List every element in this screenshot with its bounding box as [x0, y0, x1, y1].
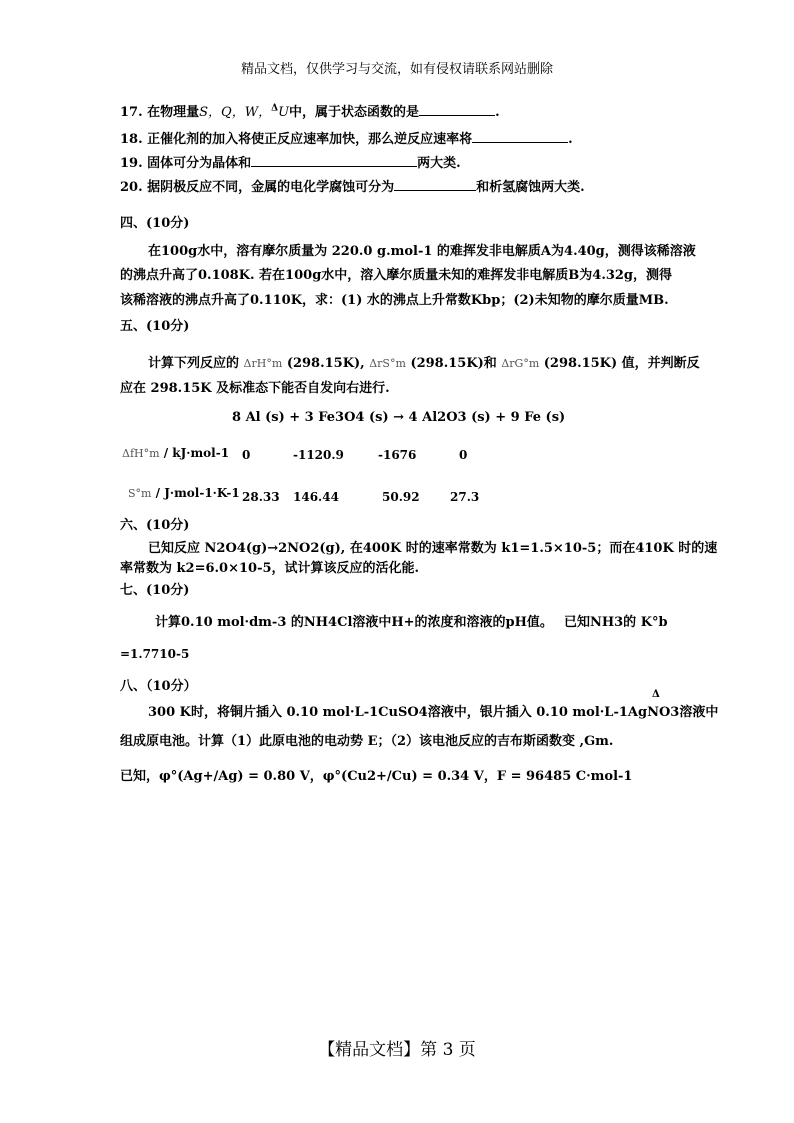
question-18 — [120, 128, 573, 147]
question-19 — [120, 152, 461, 171]
s5-intro: 计算下列反应的 — [148, 356, 240, 371]
section-7-line-1: 计算0.10 mol·dm-3 的NH4Cl溶液中H+的浓度和溶液的pH值。 已知NH3的 K°b — [155, 615, 668, 630]
section-7-line-2: =1.7710-5 — [120, 647, 190, 661]
q17-text-before: 17. 在物理量 — [120, 105, 200, 120]
row-2-value-al: 28.33 — [242, 490, 280, 504]
q17-end: . — [495, 105, 500, 120]
section-4-line-2: 的沸点升高了0.108K. 若在100g水中，溶入摩尔质量未知的难挥发非电解质B为4.32g，测得 — [120, 268, 673, 283]
section-8-line-1: 300 K时，将铜片插入 0.10 mol·L-1CuSO4溶液中，银片插入 0.10 mol·L-1AgNO3溶液中 — [148, 705, 719, 720]
row-1-unit: / kJ·mol-1 — [163, 446, 230, 460]
q18-text: 18. 正催化剂的加入将使正反应速率加快，那么逆反应速率将 — [120, 132, 473, 147]
page-footer: 【精品文档】第 3 页 — [318, 1040, 476, 1060]
section-6-title: 六、(10分) — [120, 518, 190, 533]
section-5-title: 五、(10分) — [120, 319, 190, 334]
reaction-equation: 8 Al (s) + 3 Fe3O4 (s) → 4 Al2O3 (s) + 9 Fe (s) — [232, 410, 566, 425]
q20-answer-blank[interactable] — [394, 178, 476, 191]
q17-delta: Δ — [271, 103, 279, 114]
row-1-value-fe3o4: -1120.9 — [293, 448, 344, 462]
section-5-line-1 — [148, 352, 700, 371]
delta-r-h-symbol: ΔrH°m — [243, 357, 283, 370]
section-8-delta-mark: Δ — [652, 689, 660, 700]
row-2-label — [128, 486, 240, 500]
q20-end: 和析氢腐蚀两大类. — [476, 180, 585, 195]
row-1-value-al2o3: -1676 — [378, 448, 417, 462]
s-m-symbol: S°m — [128, 487, 152, 500]
question-17 — [120, 101, 500, 120]
q18-answer-blank[interactable] — [472, 130, 568, 143]
q19-end: 两大类. — [417, 156, 461, 171]
row-1-value-fe: 0 — [459, 448, 468, 462]
section-4-line-1: 在100g水中，溶有摩尔质量为 220.0 g.mol-1 的难挥发非电解质A为4.40g，测得该稀溶液 — [148, 244, 696, 259]
section-8-title: 八、（10分） — [120, 679, 197, 694]
q20-text: 20. 据阴极反应不同，金属的电化学腐蚀可分为 — [120, 180, 395, 195]
row-2-unit: / J·mol-1·K-1 — [155, 486, 240, 500]
delta-r-g-symbol: ΔrG°m — [501, 357, 540, 370]
q19-text: 19. 固体可分为晶体和 — [120, 156, 252, 171]
q17-variables: S，Q，W， — [199, 105, 272, 120]
row-2-value-al2o3: 50.92 — [382, 490, 420, 504]
row-2-value-fe3o4: 146.44 — [293, 490, 339, 504]
delta-r-s-symbol: ΔrS°m — [369, 357, 406, 370]
section-7-title: 七、(10分) — [120, 583, 190, 598]
row-1-value-al: 0 — [242, 448, 251, 462]
section-6-line-2: 率常数为 k2=6.0×10-5，试计算该反应的活化能. — [120, 561, 420, 576]
q17-u: U — [278, 105, 290, 120]
s5-temp-3: (298.15K) 值，并判断反 — [543, 356, 700, 371]
section-4-title: 四、(10分) — [120, 216, 190, 231]
q18-end: . — [568, 132, 573, 147]
section-8-line-3: 已知，φ°(Ag+/Ag) = 0.80 V，φ°(Cu2+/Cu) = 0.34 V，F = 96485 C·mol-1 — [120, 769, 633, 784]
section-5-line-2: 应在 298.15K 及标准态下能否自发向右进行. — [120, 381, 390, 396]
section-8-line-2: 组成原电池。计算（1）此原电池的电动势 E；（2）该电池反应的吉布斯函数变 ,Gm. — [120, 734, 614, 749]
s5-temp-2: (298.15K)和 — [410, 356, 497, 371]
question-20 — [120, 176, 585, 195]
q17-answer-blank[interactable] — [419, 103, 495, 116]
delta-f-h-symbol: ΔfH°m — [122, 447, 160, 460]
q17-text-after: 中，属于状态函数的是 — [289, 105, 420, 120]
s5-temp-1: (298.15K), — [286, 356, 365, 371]
q19-answer-blank[interactable] — [251, 154, 417, 167]
row-1-label — [122, 446, 229, 460]
page-header: 精品文档，仅供学习与交流，如有侵权请联系网站删除 — [240, 62, 553, 77]
row-2-value-fe: 27.3 — [450, 490, 480, 504]
section-6-line-1: 已知反应 N2O4(g)→2NO2(g), 在400K 时的速率常数为 k1=1.5×10-5；而在410K 时的速 — [148, 541, 718, 556]
section-4-line-3: 该稀溶液的沸点升高了0.110K，求：(1) 水的沸点上升常数Kbp；(2)未知物的摩尔质量MB. — [120, 293, 669, 308]
